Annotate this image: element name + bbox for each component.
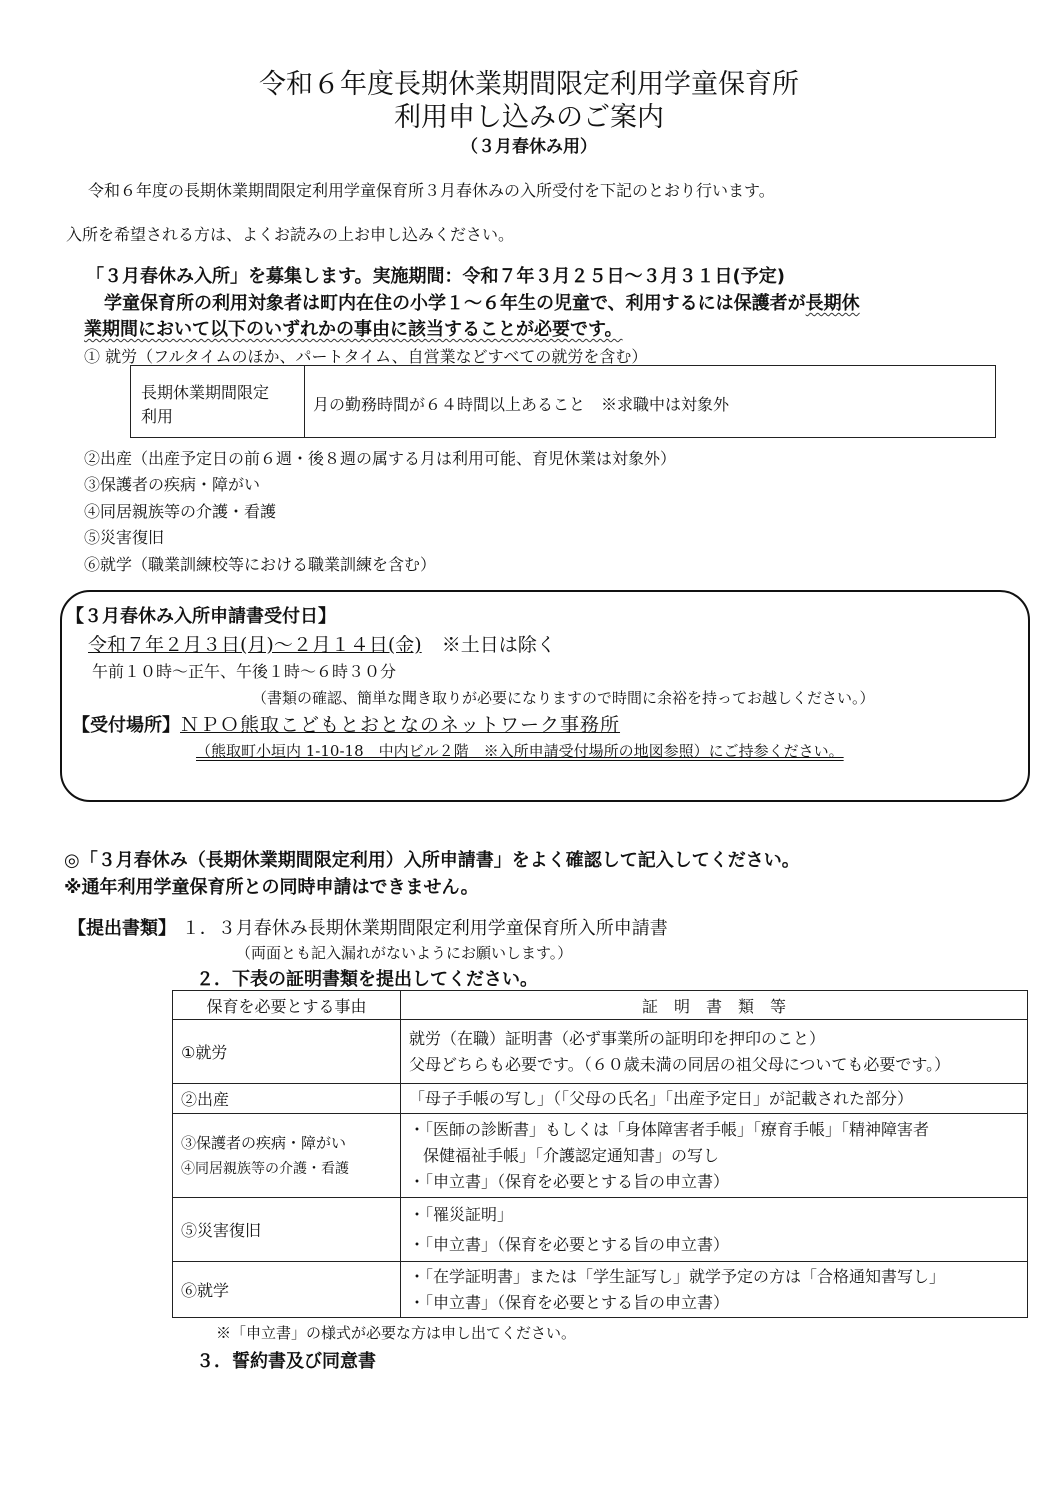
intro-line-1: 令和６年度の長期休業期間限定利用学童保育所３月春休みの入所受付を下記のとおり行います。 — [88, 181, 775, 200]
reception-hours-note: （書類の確認、簡単な聞き取りが必要になりますので時間に余裕を持ってお越しください。） — [252, 689, 875, 707]
documents-item-1: １．３月春休み長期休業期間限定利用学童保育所入所申請書 — [181, 918, 668, 939]
work-condition-label-2: 利用 — [141, 407, 174, 426]
reception-place-address: （熊取町小垣内 1-10-18 中内ビル２階 ※入所申請受付場所の地図参照）にご持参ください。 — [196, 742, 844, 760]
page-subtitle: （３月春休み用） — [461, 137, 597, 157]
documents-line-1 — [68, 914, 668, 940]
certificate-table — [172, 990, 1028, 1318]
table-reason-cell: ⑥就学 — [173, 1262, 401, 1318]
reception-place-name: ＮＰＯ熊取こどもとおとなのネットワーク事務所 — [180, 714, 621, 736]
table-reason-line: ③保護者の疾病・障がい — [181, 1133, 347, 1152]
table-line: 父母どちらも必要です。（６０歳未満の同居の祖父母についても必要です。） — [409, 1054, 951, 1074]
table-row — [173, 1114, 1028, 1198]
documents-item-1-note: （両面とも記入漏れがないようにお願いします。） — [236, 944, 573, 962]
reception-dates-note: ※土日は除く — [441, 634, 556, 656]
reception-hours: 午前１０時～正午、午後１時～６時３０分 — [92, 662, 397, 681]
reception-dates: 令和７年２月３日(月)～２月１４日(金) — [88, 634, 422, 656]
reason-2: ②出産（出産予定日の前６週・後８週の属する月は利用可能、育児休業は対象外） — [84, 449, 677, 468]
table-row — [173, 1262, 1028, 1318]
reception-place-line — [72, 710, 620, 737]
recruit-headline: 「３月春休み入所」を募集します。実施期間：令和７年３月２５日～３月３１日(予定) — [86, 266, 786, 287]
documents-label: 【提出書類】 — [68, 918, 176, 939]
table-line: ・「申立書」（保育を必要とする旨の申立書） — [409, 1292, 730, 1312]
work-condition-value: 月の勤務時間が６４時間以上あること ※求職中は対象外 — [313, 395, 730, 414]
table-documents-cell — [401, 1198, 1028, 1262]
recruit-body-2: 業期間において以下のいずれかの事由に該当することが必要です。 — [84, 319, 623, 340]
table-row — [173, 1198, 1028, 1262]
table-line: ・「申立書」（保育を必要とする旨の申立書） — [409, 1171, 730, 1191]
reception-heading-text: 【３月春休み入所申請書受付日】 — [66, 606, 336, 627]
table-documents-cell — [401, 1114, 1028, 1198]
page-title-line1: 令和６年度長期休業期間限定利用学童保育所 — [259, 69, 799, 100]
work-condition-label-1: 長期休業期間限定 — [141, 383, 270, 402]
notice-line-1: ◎「３月春休み（長期休業期間限定利用）入所申請書」をよく確認して記入してください。 — [64, 850, 800, 871]
table-line: ・「申立書」（保育を必要とする旨の申立書） — [409, 1234, 730, 1254]
table-line: 就労（在職）証明書（必ず事業所の証明印を押印のこと） — [409, 1028, 826, 1048]
page-title-line2: 利用申し込みのご案内 — [394, 102, 664, 133]
reason-5: ⑤災害復旧 — [84, 528, 165, 547]
reason-4: ④同居親族等の介護・看護 — [84, 502, 277, 521]
table-row — [173, 1084, 1028, 1114]
table-header-row — [173, 991, 1028, 1020]
reception-heading — [66, 602, 336, 628]
table-reason-cell: ②出産 — [173, 1084, 401, 1114]
work-condition-box — [130, 365, 996, 438]
table-line: 「母子手帳の写し」（「父母の氏名」「出産予定日」が記載された部分） — [409, 1088, 914, 1108]
intro-line-2: 入所を希望される方は、よくお読みの上お申し込みください。 — [66, 225, 515, 244]
notice-line-2: ※通年利用学童保育所との同時申請はできません。 — [64, 877, 479, 898]
table-row — [173, 1020, 1028, 1084]
work-condition-label-cell — [131, 366, 305, 437]
table-documents-cell — [401, 1084, 1028, 1114]
documents-item-3: ３．誓約書及び同意書 — [196, 1351, 376, 1372]
table-line: ・「医師の診断書」もしくは「身体障害者手帳」「療育手帳」「精神障害者 — [409, 1119, 930, 1139]
documents-item-2: ２．下表の証明書類を提出してください。 — [196, 969, 538, 990]
table-reason-cell: ⑤災害復旧 — [173, 1198, 401, 1262]
table-documents-cell — [401, 1020, 1028, 1084]
table-reason-cell — [173, 1114, 401, 1198]
reception-place-label: 【受付場所】 — [72, 715, 180, 736]
recruit-body-1-a: 学童保育所の利用対象者は町内在住の小学１～６年生の児童で、利用するには保護者が — [104, 293, 806, 314]
table-line: 保健福祉手帳」「介護認定通知書」の写し — [423, 1145, 720, 1165]
recruit-body-1 — [104, 289, 860, 315]
table-line: ・「罹災証明」 — [409, 1204, 514, 1224]
table-reason-cell: ①就労 — [173, 1020, 401, 1084]
reception-dates-line — [88, 630, 556, 657]
table-documents-cell — [401, 1262, 1028, 1318]
reason-6: ⑥就学（職業訓練校等における職業訓練を含む） — [84, 555, 437, 574]
table-note: ※「申立書」の様式が必要な方は申し出てください。 — [216, 1324, 577, 1342]
table-line: ・「在学証明書」または「学生証写し」就学予定の方は「合格通知書写し」 — [409, 1266, 946, 1286]
table-reason-line: ④同居親族等の介護・看護 — [181, 1160, 349, 1177]
recruit-body-1-b: 長期休 — [805, 293, 860, 314]
reason-3: ③保護者の疾病・障がい — [84, 475, 261, 494]
table-header-reason: 保育を必要とする事由 — [173, 991, 401, 1020]
table-header-documents: 証 明 書 類 等 — [401, 991, 1028, 1020]
reason-1: ① 就労（フルタイムのほか、パートタイム、自営業などすべての就労を含む） — [84, 347, 648, 366]
